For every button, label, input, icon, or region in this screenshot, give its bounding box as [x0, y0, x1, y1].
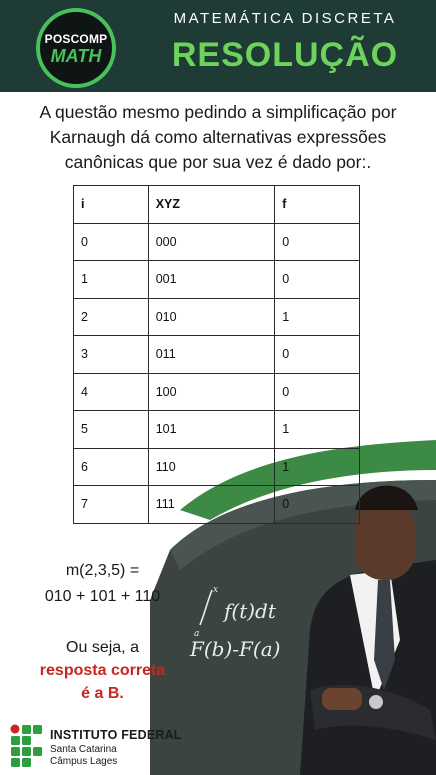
- integral-upper: x: [213, 585, 219, 595]
- cell-i: 0: [74, 223, 149, 261]
- cell-i: 2: [74, 298, 149, 336]
- header-cell-xyz: XYZ: [148, 186, 275, 224]
- table-header-row: [74, 186, 360, 224]
- cell-f: 1: [275, 298, 360, 336]
- table-row: [74, 373, 360, 411]
- cell-xyz: 110: [148, 448, 275, 486]
- cell-f: 0: [275, 373, 360, 411]
- poscomp-math-logo: [36, 8, 116, 88]
- cell-xyz: 011: [148, 336, 275, 374]
- integral-body: f(t)dt: [224, 599, 276, 623]
- institute-state: Santa Catarina: [50, 744, 117, 755]
- cell-f: 0: [275, 336, 360, 374]
- cell-i: 6: [74, 448, 149, 486]
- answer-block: [0, 636, 205, 705]
- answer-line-2: resposta correta: [39, 662, 166, 679]
- formula-line-1: m(2,3,5) =: [65, 562, 140, 579]
- header-cell-i: i: [74, 186, 149, 224]
- cell-xyz: 101: [148, 411, 275, 449]
- cell-xyz: 111: [148, 486, 275, 524]
- page-title: RESOLUÇÃO: [171, 36, 399, 74]
- header-cell-f: f: [275, 186, 360, 224]
- cell-f: 0: [275, 261, 360, 299]
- answer-line-3: é a B.: [81, 685, 124, 702]
- table-row: [74, 298, 360, 336]
- table-row: [74, 411, 360, 449]
- truth-table: [73, 185, 360, 524]
- cell-i: 5: [74, 411, 149, 449]
- cell-xyz: 000: [148, 223, 275, 261]
- answer-line-1: Ou seja, a: [66, 639, 139, 656]
- cell-f: 0: [275, 223, 360, 261]
- cell-i: 1: [74, 261, 149, 299]
- ifsc-grid-icon: [10, 724, 44, 770]
- institute-logo: [10, 722, 190, 772]
- cell-i: 3: [74, 336, 149, 374]
- cell-f: 1: [275, 411, 360, 449]
- cell-xyz: 010: [148, 298, 275, 336]
- minterm-formula: [0, 558, 205, 610]
- cell-i: 4: [74, 373, 149, 411]
- institute-location: [50, 744, 117, 768]
- table-row: [74, 223, 360, 261]
- header-banner: [0, 0, 436, 92]
- cell-xyz: 100: [148, 373, 275, 411]
- institute-campus: Câmpus Lages: [50, 756, 118, 767]
- table-row: [74, 486, 360, 524]
- table-row: [74, 261, 360, 299]
- table-row: [74, 448, 360, 486]
- cell-i: 7: [74, 486, 149, 524]
- integral-lower: a: [194, 629, 200, 639]
- logo-top-text: POSCOMP: [44, 32, 108, 46]
- table-row: [74, 336, 360, 374]
- difference-expression: F(b)-F(a): [190, 637, 281, 661]
- cell-f: 1: [275, 448, 360, 486]
- cell-f: 0: [275, 486, 360, 524]
- cell-xyz: 001: [148, 261, 275, 299]
- subject-label: MATEMÁTICA DISCRETA: [173, 10, 397, 27]
- institute-name: INSTITUTO FEDERAL: [50, 728, 182, 742]
- intro-paragraph: A questão mesmo pedindo a simplificação por Karnaugh dá como alternativas expressões canônicas que por sua vez é dado por:.: [39, 102, 397, 172]
- formula-line-2: 010 + 101 + 110: [44, 588, 161, 605]
- logo-bottom-text: MATH: [50, 46, 102, 66]
